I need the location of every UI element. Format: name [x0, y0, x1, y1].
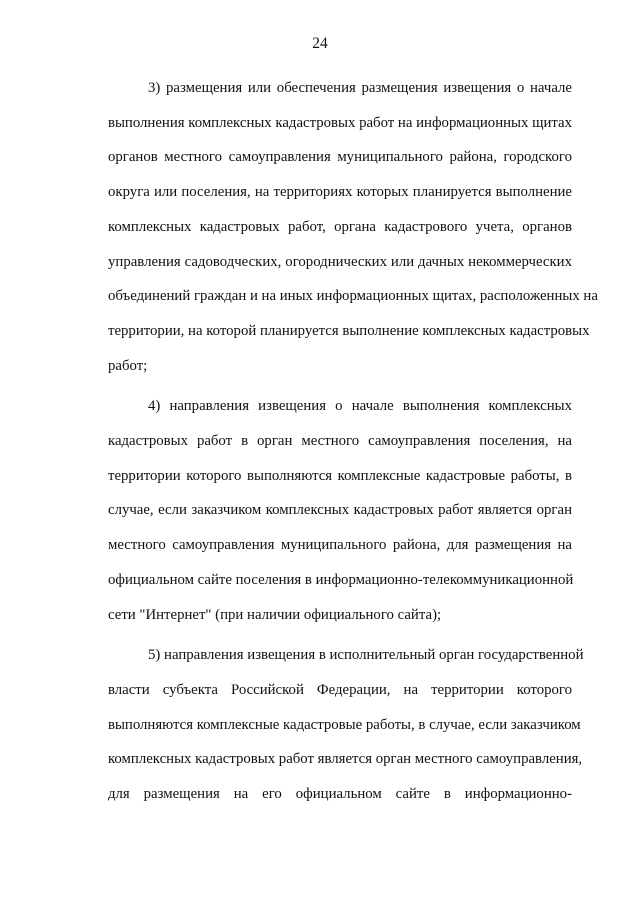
paragraph-item-4 [68, 389, 572, 632]
text-line: случае, если заказчиком комплексных кадастровых работ является орган [108, 502, 572, 519]
text-line: округа или поселения, на территориях которых планируется выполнение [108, 184, 572, 201]
text-line: для размещения на его официальном сайте в информационно- [108, 786, 572, 803]
text-line: сети "Интернет" (при наличии официального сайта); [108, 606, 442, 623]
text-line: объединений граждан и на иных информационных щитах, расположенных на [108, 288, 598, 305]
text-line: территории, на которой планируется выполнение комплексных кадастровых [108, 322, 590, 339]
text-line: местного самоуправления муниципального района, для размещения на [108, 537, 572, 554]
text-line: работ; [108, 357, 148, 374]
text-line: официальном сайте поселения в информационно-телекоммуникационной [108, 571, 574, 588]
page-number: 24 [312, 35, 328, 52]
text-line: территории которого выполняются комплексные кадастровые работы, в [108, 467, 572, 484]
paragraph-item-5 [68, 638, 584, 812]
text-line: комплексных кадастровых работ, органа кадастрового учета, органов [108, 218, 572, 235]
text-line: выполняются комплексные кадастровые работы, в случае, если заказчиком [108, 716, 581, 733]
document-body [68, 71, 598, 812]
text-line: кадастровых работ в орган местного самоуправления поселения, на [108, 433, 572, 450]
text-line: органов местного самоуправления муниципального района, городского [108, 149, 572, 166]
text-line: 5) направления извещения в исполнительный орган государственной [148, 647, 584, 664]
text-line: управления садоводческих, огороднических или дачных некоммерческих [108, 253, 572, 270]
paragraph-item-3 [68, 71, 598, 383]
text-line: 3) размещения или обеспечения размещения извещения о начале [148, 80, 572, 96]
text-line: комплексных кадастровых работ является орган местного самоуправления, [108, 751, 583, 768]
text-line: выполнения комплексных кадастровых работ на информационных щитах [108, 114, 572, 131]
text-line: 4) направления извещения о начале выполнения комплексных [148, 398, 572, 415]
text-line: власти субъекта Российской Федерации, на территории которого [108, 681, 572, 698]
